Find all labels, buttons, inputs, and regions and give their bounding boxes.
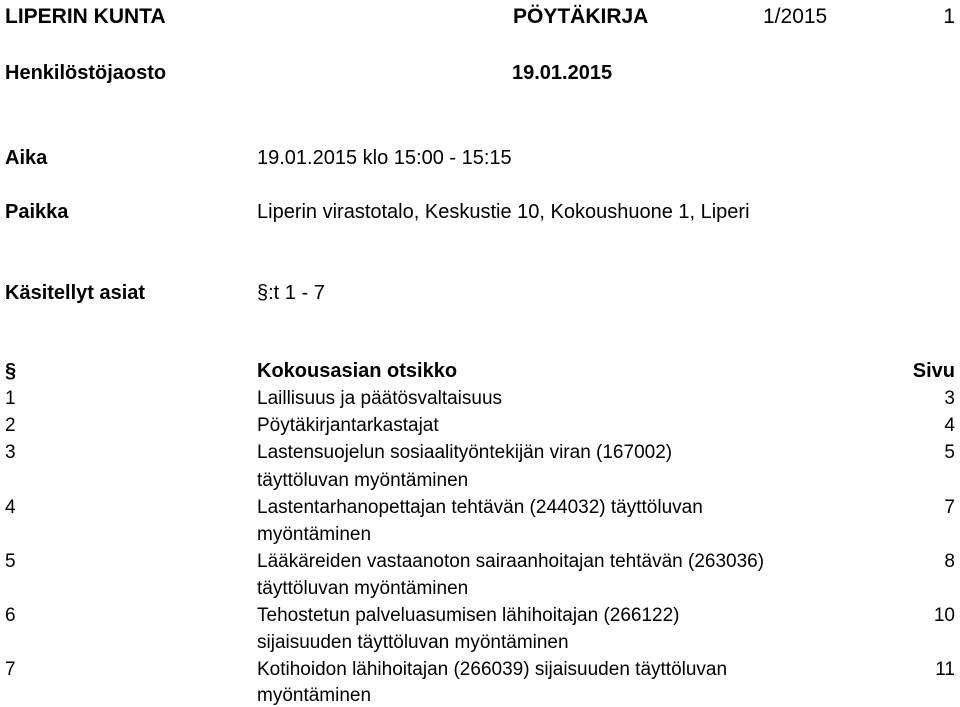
place-label: Paikka bbox=[5, 201, 69, 223]
item-page: 7 bbox=[944, 497, 955, 518]
item-title: Lastentarhanopettajan tehtävän (244032) täyttöluvan bbox=[257, 497, 703, 518]
time-label: Aika bbox=[5, 147, 48, 169]
item-number: 4 bbox=[5, 497, 16, 518]
municipality-name: LIPERIN KUNTA bbox=[5, 5, 166, 28]
section-column-header: § bbox=[5, 360, 17, 382]
item-page: 11 bbox=[935, 659, 955, 680]
item-title: Tehostetun palveluasumisen lähihoitajan (266122) bbox=[257, 605, 680, 626]
item-title-continued: myöntäminen bbox=[257, 685, 372, 706]
item-title: Lääkäreiden vastaanoton sairaanhoitajan tehtävän (263036) bbox=[257, 551, 765, 572]
time-value: 19.01.2015 klo 15:00 - 15:15 bbox=[257, 147, 512, 169]
items-label: Käsitellyt asiat bbox=[5, 282, 146, 304]
title-column-header: Kokousasian otsikko bbox=[257, 360, 458, 382]
item-page: 3 bbox=[944, 388, 955, 409]
item-number: 3 bbox=[5, 442, 16, 463]
item-page: 5 bbox=[944, 442, 955, 463]
body-name: Henkilöstöjaosto bbox=[5, 62, 167, 84]
item-title: Lastensuojelun sosiaalityöntekijän viran (167002) bbox=[257, 442, 673, 463]
document-type: PÖYTÄKIRJA bbox=[513, 5, 649, 28]
item-title: Pöytäkirjantarkastajat bbox=[257, 415, 439, 436]
item-title-continued: myöntäminen bbox=[257, 524, 372, 545]
item-page: 10 bbox=[933, 605, 955, 626]
place-value: Liperin virastotalo, Keskustie 10, Kokoushuone 1, Liperi bbox=[257, 201, 750, 223]
document-number: 1/2015 bbox=[763, 5, 828, 28]
item-page: 4 bbox=[944, 415, 955, 436]
items-value: §:t 1 - 7 bbox=[257, 282, 325, 304]
item-number: 7 bbox=[5, 659, 16, 680]
item-page: 8 bbox=[944, 551, 955, 572]
item-number: 2 bbox=[5, 415, 16, 436]
item-number: 6 bbox=[5, 605, 16, 626]
meeting-date: 19.01.2015 bbox=[512, 62, 613, 84]
item-number: 5 bbox=[5, 551, 16, 572]
item-title: Laillisuus ja päätösvaltaisuus bbox=[257, 388, 503, 409]
page-column-header: Sivu bbox=[912, 360, 955, 382]
item-title-continued: täyttöluvan myöntäminen bbox=[257, 578, 469, 599]
item-title: Kotihoidon lähihoitajan (266039) sijaisuuden täyttöluvan bbox=[257, 659, 728, 680]
page-number: 1 bbox=[943, 5, 955, 28]
item-number: 1 bbox=[5, 388, 16, 409]
item-title-continued: sijaisuuden täyttöluvan myöntäminen bbox=[257, 632, 569, 653]
item-title-continued: täyttöluvan myöntäminen bbox=[257, 470, 469, 491]
